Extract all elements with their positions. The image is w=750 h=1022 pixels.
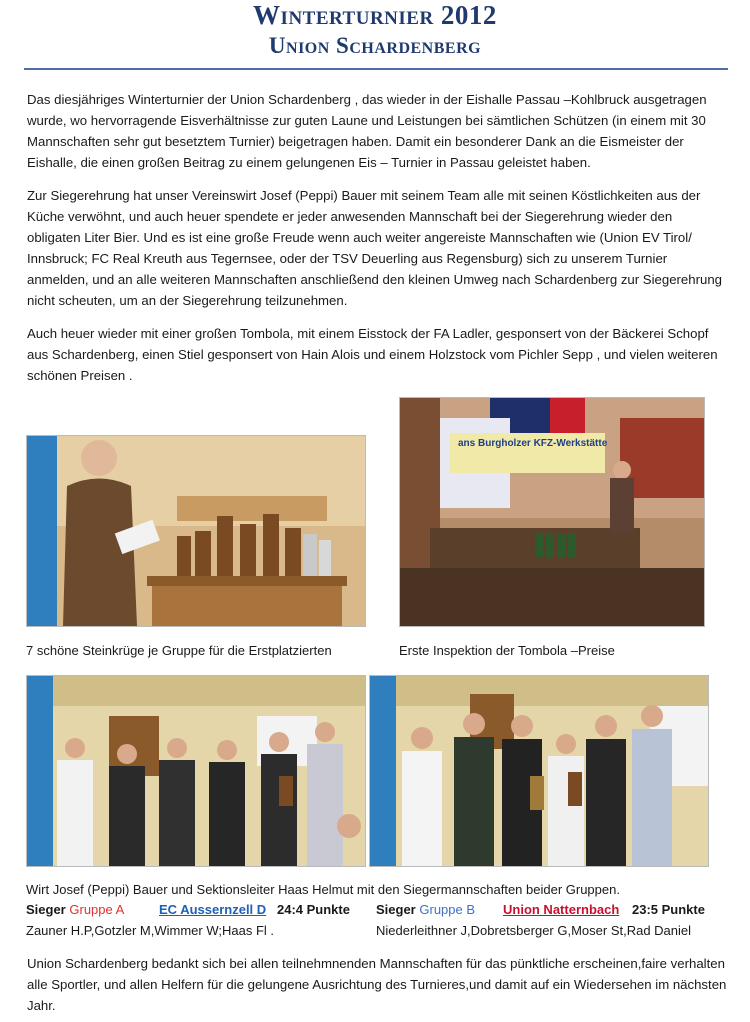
winner-label-b: Sieger: [376, 902, 416, 917]
players-group-a: Zauner H.P,Gotzler M,Wimmer W;Haas Fl .: [26, 923, 275, 938]
result-team-b: [503, 901, 619, 919]
photo-team-group-a: [26, 675, 366, 867]
winner-label-a: Sieger: [26, 902, 66, 917]
photo-tombola: [399, 397, 705, 627]
group-a-label: Gruppe A: [69, 902, 125, 917]
tombola-sign-text: ans Burgholzer KFZ-Werkstätte: [458, 438, 608, 449]
result-group-a: [26, 901, 124, 919]
photo-steinkruege: [26, 435, 366, 627]
intro-paragraph: Das diesjähriges Winterturnier der Union Schardenberg , das wieder in der Eishalle Passau –Kohlbruck ausgetragen wurde, wo hervorragende Eisverhältnisse zur guten Laune und Leistungen bei sämtlichen Schützen (in einem mit 30 Mannschaften sehr gut besetztem Turnier) beigetragen haben. Damit ein besonderer Dank an die Eismeister der Eishalle, die einen großen Beitrag zu einem gelungenen Eis – Turnier in Passau geleistet haben.: [27, 92, 707, 170]
page-subtitle: Union Schardenberg: [268, 33, 482, 58]
photo-team-group-b: [369, 675, 709, 867]
group-b-label: Gruppe B: [419, 902, 476, 917]
team-b-link[interactable]: Union Natternbach: [503, 902, 620, 917]
tombola-paragraph: Auch heuer wieder mit einer großen Tombola, mit einem Eisstock der FA Ladler, gesponsert von der Bäckerei Schopf aus Schardenberg, einen Stiel gesponsert von Hain Alois und einem Holzstock vom Pichler Sepp , und vielen weiteren schönen Preisen .: [27, 326, 718, 383]
team-a-link[interactable]: EC Aussernzell D: [159, 902, 267, 917]
score-b: 23:5 Punkte: [632, 902, 705, 917]
caption-photo-2: Erste Inspektion der Tombola –Preise: [399, 643, 615, 658]
players-group-b: Niederleithner J,Dobretsberger G,Moser St,Rad Daniel: [376, 923, 692, 938]
title-divider: [24, 68, 728, 70]
caption-photo-1: 7 schöne Steinkrüge je Gruppe für die Erstplatzierten: [26, 643, 332, 658]
caption-team-photos: Wirt Josef (Peppi) Bauer und Sektionsleiter Haas Helmut mit den Siegermannschaften beider Gruppen.: [26, 882, 620, 897]
result-group-b: [376, 901, 475, 919]
result-score-a: [277, 901, 350, 919]
result-score-b: [632, 901, 705, 919]
award-paragraph: Zur Siegerehrung hat unser Vereinswirt Josef (Peppi) Bauer mit seinem Team alle mit seinen Köstlichkeiten aus der Küche verwöhnt, und auch heuer spendete er jeder anwesenden Mannschaft bei der Siegerehrung wieder den obligaten Liter Bier. Und es ist eine große Freude wenn auch weiter angereiste Mannschaften wie (Union EV Tirol/ Innsbruck; FC Real Kreuth aus Tegernsee, oder der TSV Deuerling aus Regensburg) sich zu unserem Turnier anmelden, und an alle weiteren Mannschaften anschließend den kleinen Umweg nach Schardenberg zur Siegerehrung nicht scheuten, um an der Siegerehrung teilzunehmen.: [27, 188, 722, 308]
thanks-paragraph: Union Schardenberg bedankt sich bei allen teilnehmnenden Mannschaften für das pünktliche erscheinen,faire verhalten alle Sportler, und allen Helfern für die gelungene Ausrichtung des Turnieres,und damit auf ein Wiedersehen im nächsten Jahr.: [27, 956, 727, 1013]
result-team-a: [159, 901, 266, 919]
page-title: Winterturnier 2012: [253, 0, 497, 30]
score-a: 24:4 Punkte: [277, 902, 350, 917]
